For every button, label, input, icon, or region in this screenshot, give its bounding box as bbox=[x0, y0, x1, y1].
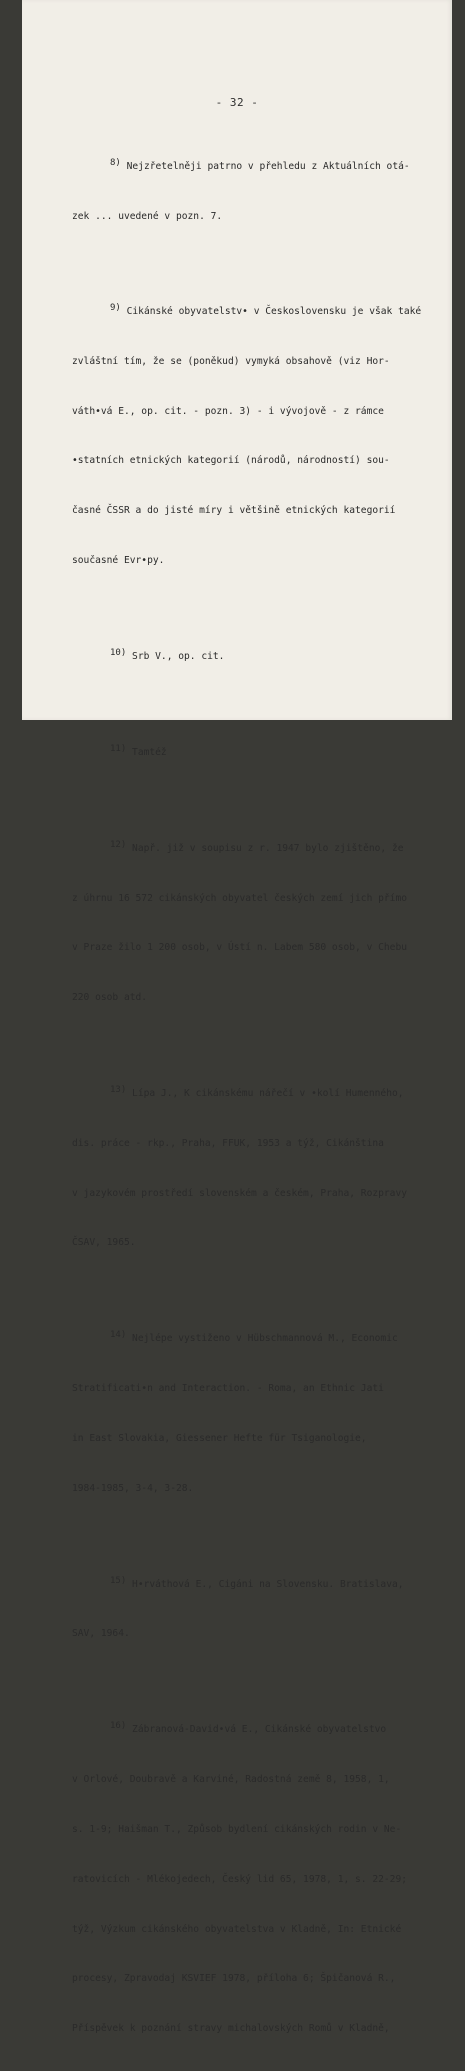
footnote-marker: 15) bbox=[110, 1575, 127, 1586]
footnote-first-line bbox=[72, 1086, 442, 1103]
footnote-text: Cikánské obyvatelstv• v Československu je však také bbox=[126, 305, 422, 317]
footnote-line: procesy, Zpravodaj KSVIEF 1978, příloha 6; Špičanová R., bbox=[72, 1973, 396, 1985]
footnote-marker: 13) bbox=[110, 1085, 127, 1096]
footnote-line: Stratificati•n and Interaction. - Roma, an Ethnic Jati bbox=[72, 1383, 384, 1395]
footnote-line: in East Slovakia, Giessener Hefte für Tsiganologie, bbox=[72, 1432, 367, 1444]
footnote-text: Nejzřetelněji patrno v přehledu z Aktuálních otá- bbox=[126, 161, 410, 173]
footnote-text: Srb V., op. cit. bbox=[132, 650, 225, 662]
footnote-line: s. 1-9; Haišman T., Způsob bydlení cikánských rodin v Ne- bbox=[72, 1824, 402, 1835]
footnote-marker: 14) bbox=[110, 1330, 127, 1341]
footnote-text: Nejlépe vystiženo v Hübschmannová M., Economic bbox=[132, 1333, 398, 1345]
footnote-line: z úhrnu 16 572 cikánských obyvatel českých zemí jich přímo bbox=[72, 892, 408, 904]
footnote-first-line bbox=[72, 304, 442, 321]
footnote-first-line bbox=[72, 1331, 442, 1348]
footnote-line: 220 osob atd. bbox=[72, 992, 148, 1004]
footnote-line: 1984-1985, 3-4, 3-28. bbox=[72, 1482, 194, 1494]
footnote-marker: 12) bbox=[110, 839, 127, 850]
footnote-first-line bbox=[72, 1722, 442, 1739]
footnote-text: H•rváthová E., Cigáni na Slovensku. Bratislava, bbox=[132, 1578, 404, 1590]
footnote-line: časné ČSSR a do jisté míry i většině etnických kategorií bbox=[72, 505, 396, 517]
footnote-line: váth•vá E., op. cit. - pozn. 3) - i vývojově - z rámce bbox=[72, 405, 384, 417]
footnote-marker: 8) bbox=[110, 158, 121, 169]
footnote-line: ČSAV, 1965. bbox=[72, 1237, 136, 1249]
footnote-first-line bbox=[72, 159, 442, 176]
footnote-first-line bbox=[72, 1577, 442, 1594]
footnote-11 bbox=[72, 712, 442, 795]
footnote-marker: 9) bbox=[110, 302, 121, 313]
page-number: - 32 - bbox=[215, 96, 259, 109]
footnote-line: SAV, 1964. bbox=[72, 1628, 130, 1640]
footnote-line: v jazykovém prostředí slovenském a českém, Praha, Rozpravy bbox=[72, 1187, 408, 1199]
footnote-line: týž, Výzkum cikánského obyvatelstva v Kladně, In: Etnické bbox=[72, 1923, 402, 1935]
footnote-10 bbox=[72, 616, 442, 699]
footnote-12 bbox=[72, 808, 442, 1040]
footnote-marker: 11) bbox=[110, 743, 127, 754]
footnote-line: Příspěvek k poznání stravy michalovských Romů v Kladně, bbox=[72, 2023, 390, 2035]
footnote-first-line bbox=[72, 745, 442, 762]
footnote-line: •statních etnických kategorií (národů, národností) sou- bbox=[72, 455, 390, 467]
footnote-line: ratovicích - Mlékojedech, Český lid 65, 1978, 1, s. 22-29; bbox=[72, 1873, 408, 1885]
footnote-9 bbox=[72, 271, 442, 603]
footnote-line: dis. práce - rkp., Praha, FFUK, 1953 a týž, Cikánština bbox=[72, 1137, 384, 1149]
footnote-line: v Praze žilo 1 200 osob, v Ústí n. Labem 580 osob, v Chebu bbox=[72, 942, 408, 954]
footnote-14 bbox=[72, 1298, 442, 1530]
footnote-first-line bbox=[72, 841, 442, 858]
footnote-line: zek ... uvedené v pozn. 7. bbox=[72, 210, 223, 222]
footnote-13 bbox=[72, 1053, 442, 1285]
footnote-8 bbox=[72, 126, 442, 259]
footnote-text: Tamtéž bbox=[132, 746, 167, 758]
footnote-text: Např. již v soupisu z r. 1947 bylo zjištěno, že bbox=[132, 842, 404, 854]
document-page bbox=[22, 0, 452, 2035]
footnote-marker: 10) bbox=[110, 647, 127, 658]
footnote-text: Lípa J., K cikánskému nářečí v •kolí Humenného, bbox=[132, 1088, 404, 1100]
footnote-marker: 16) bbox=[110, 1721, 127, 1732]
footnote-15 bbox=[72, 1544, 442, 1677]
footnotes-list bbox=[72, 126, 442, 2071]
footnote-16 bbox=[72, 1689, 442, 2071]
footnote-text: Zábranová-David•vá E., Cikánské obyvatelstvo bbox=[132, 1724, 387, 1736]
footnote-line: zvláštní tím, že se (poněkud) vymyká obsahově (viz Hor- bbox=[72, 355, 390, 367]
footnote-line: současné Evr•py. bbox=[72, 554, 165, 566]
footnote-first-line bbox=[72, 649, 442, 666]
footnote-line: v Orlové, Doubravě a Karviné, Radostná země 8, 1958, 1, bbox=[72, 1774, 390, 1786]
